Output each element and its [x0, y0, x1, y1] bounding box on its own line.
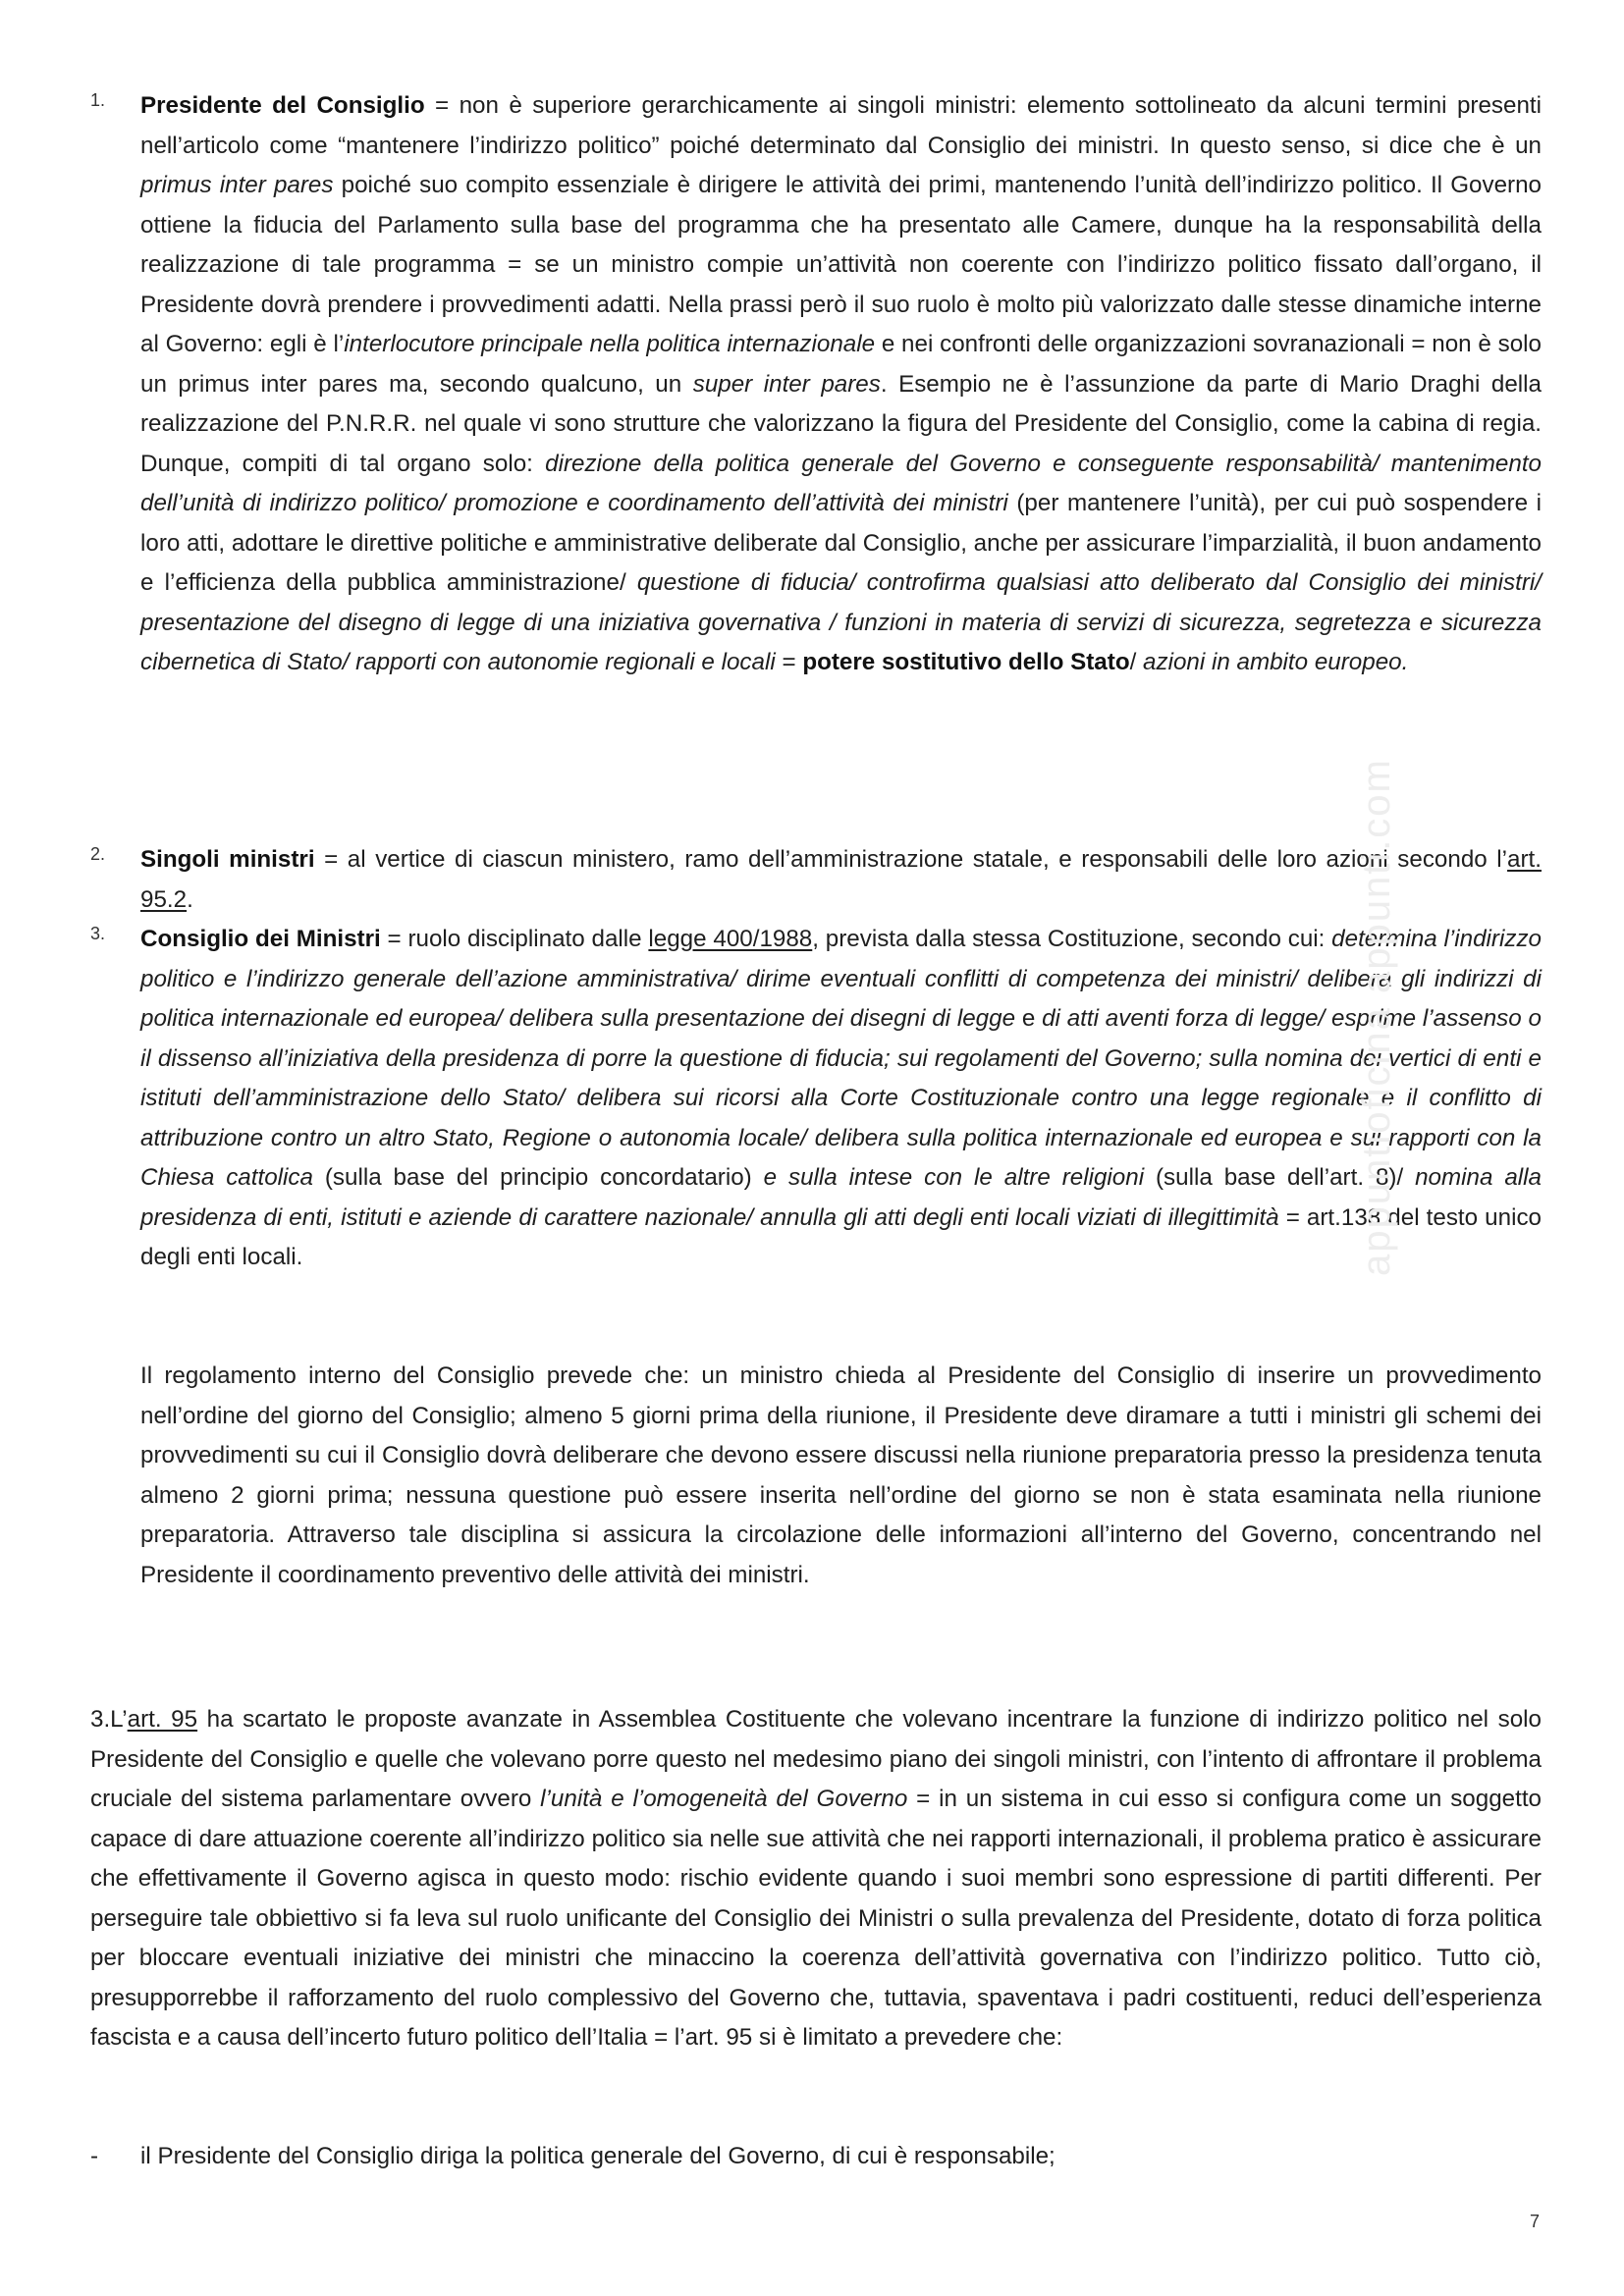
text-segment: = in un sistema in cui esso si configura come un soggetto capace di dare attuazione coerente all’indirizzo politico sia nelle sue attività che nei rapporti internazionali, il problema pratico è assicurare che effettivamente il Governo agisca in questo modo: rischio evidente quando i suoi membri sono espressione di partiti differenti. Per perseguire tale obbiettivo si fa leva sul ruolo unificante del Consiglio dei Ministri o sulla prevalenza del Presidente, dotato di forza politica per bloccare eventuali iniziative dei ministri che minaccino la coerenza dell’attività governativa con l’indirizzo politico. Tutto ciò, presupporrebbe il rafforzamento del ruolo complessivo del Governo che, tuttavia, spaventava i padri costituenti, reduci dell’esperienza fascista e a causa dell’incerto futuro politico dell’Italia = l’art. 95 si è limitato a prevedere che: [90, 1786, 1542, 2051]
text-segment: Singoli ministri [140, 846, 315, 873]
text-segment: / [1129, 649, 1144, 675]
text-segment: legge 400/1988 [648, 926, 813, 952]
text-segment: ha scartato le proposte avanzate in Assemblea Costituente che volevano incentrare la funzione di indirizzo politico nel solo Presidente del Consiglio e quelle che volevano porre questo nel medesimo piano dei singoli ministri, con l’intento di affrontare il problema cruciale del sistema parlamentare ovvero [90, 1706, 1542, 1812]
page-number: 7 [1530, 2212, 1541, 2231]
text-segment: e nei confronti delle organizzazioni sovranazionali = non è solo un primus inter pares ma, secondo qualcuno, un [140, 331, 1542, 398]
text-segment: questione di fiducia/ controfirma qualsiasi atto deliberato dal Consiglio dei ministri/ presentazione del disegno di legge di una iniziativa governativa / funzioni in materia di servizi di sicurezza, segretezza e sicurezza cibernetica di Stato/ rapporti con autonomie regionali e locali [140, 569, 1542, 675]
list-item-presidente [90, 86, 1542, 683]
watermark: appuntioficina appunti.com [1355, 758, 1398, 1276]
text-segment: . Esempio ne è l’assunzione da parte di Mario Draghi della realizzazione del P.N.R.R. nel quale vi sono strutture che valorizzano la figura del Presidente del Consiglio, come la cabina di regia. Dunque, compiti di tal organo solo: [140, 370, 1542, 477]
consiglio-regolamento-paragraph: Il regolamento interno del Consiglio prevede che: un ministro chieda al Presidente del Consiglio di inserire un provvedimento nell’ordine del giorno del Consiglio; almeno 5 giorni prima della riunione, il Presidente deve diramare a tutti i ministri gli schemi dei provvedimenti su cui il Consiglio dovrà deliberare che devono essere discussi nella riunione preparatoria presso la presidenza tenuta almeno 2 giorni prima; nessuna questione può essere inserita nell’ordine del giorno se non è stata esaminata nella riunione preparatoria. Attraverso tale disciplina si assicura la circolazione delle informazioni all’interno del Governo, concentrando nel Presidente il coordinamento preventivo delle attività dei ministri. [140, 1362, 1542, 1588]
text-segment: . [187, 885, 193, 913]
text-segment: poiché suo compito essenziale è dirigere le attività dei primi, mantenendo l’unità dell’indirizzo politico. Il Governo ottiene la fiducia del Parlamento sulla base del programma che ha presentato alle Camere, dunque ha la responsabilità della realizzazione di tale programma = se un ministro compie un’attività non coerente con l’indirizzo politico fissato dall’organo, il Presidente dovrà prendere i provvedimenti adatti. Nella prassi però il suo ruolo è molto più valorizzato dalle stesse dinamiche interne al Governo: egli è l’ [140, 172, 1542, 357]
text-segment: l’unità e l’omogeneità del Governo [540, 1786, 908, 1812]
text-segment: Consiglio dei Ministri [140, 926, 381, 952]
text-segment: di atti aventi forza di legge/ esprime l’assenso o il dissenso all’iniziativa della presidenza di porre la questione di fiducia; sui regolamenti del Governo; sulla nomina dei vertici di enti e istituti dell’amministrazione dello Stato/ delibera sui ricorsi alla Corte Costituzionale contro una legge regionale e il conflitto di attribuzione contro un altro Stato, Regione o autonomia locale/ delibera sulla politica internazionale ed europea e sui rapporti con la Chiesa cattolica [140, 1005, 1542, 1191]
text-segment: (sulla base dell’art. 8)/ [1144, 1164, 1416, 1191]
text-segment: e sulla intese con le altre religioni [763, 1164, 1145, 1191]
bullet-text: il Presidente del Consiglio diriga la politica generale del Governo, di cui è responsabile; [140, 2143, 1056, 2169]
text-segment: e [1015, 1005, 1043, 1032]
list-number: 3. [90, 924, 106, 943]
bullet-marker: - [90, 2143, 99, 2169]
list-item-ministri [90, 840, 1542, 920]
list-item-text [140, 86, 1542, 683]
text-segment: super inter pares [692, 370, 881, 398]
text-segment: = [775, 649, 803, 675]
list-number: 1. [90, 90, 106, 110]
list-item-text [140, 840, 1542, 920]
list-item-text [140, 920, 1542, 1278]
list-item-consiglio [90, 920, 1542, 1278]
text-segment: = art.138 del testo unico degli enti locali. [140, 1203, 1542, 1270]
text-segment: direzione della politica generale del Governo e conseguente responsabilità/ mantenimento dell’unità di indirizzo politico/ promozione e coordinamento dell’attività dei ministri [140, 450, 1542, 516]
text-segment: art. 95.2 [140, 846, 1542, 913]
text-segment: azioni in ambito europeo. [1143, 649, 1409, 675]
text-segment: potere sostitutivo dello Stato [802, 649, 1130, 675]
text-segment: = al vertice di ciascun ministero, ramo dell’amministrazione statale, e responsabili delle loro azioni secondo l’ [314, 846, 1508, 873]
text-segment: determina l’indirizzo politico e l’indirizzo generale dell’azione amministrativa/ dirime eventuali conflitti di competenza dei ministri/ delibera gli indirizzi di politica internazionale ed europea/ delibera sulla presentazione dei disegni di legge [140, 926, 1542, 1032]
text-segment: = ruolo disciplinato dalle [380, 926, 649, 952]
text-segment: 3.L’ [90, 1706, 128, 1733]
text-segment: (sulla base del principio concordatario) [312, 1164, 764, 1191]
text-segment: , prevista dalla stessa Costituzione, secondo cui: [812, 926, 1332, 952]
text-segment: = non è superiore gerarchicamente ai singoli ministri: elemento sottolineato da alcuni termini presenti nell’articolo come “mantenere l’indirizzo politico” poiché determinato dal Consiglio dei ministri. In questo senso, si dice che è un [140, 92, 1542, 159]
text-segment: (per mantenere l’unità), per cui può sospendere i loro atti, adottare le direttive politiche e amministrative deliberate dal Consiglio, anche per assicurare l’imparzialità, il buon andamento e l’efficienza della pubblica amministrazione/ [140, 490, 1542, 596]
text-segment: Presidente del Consiglio [140, 92, 425, 119]
text-segment: primus inter pares [140, 172, 334, 198]
text-segment: interlocutore principale nella politica internazionale [344, 331, 876, 357]
text-segment: art. 95 [127, 1706, 198, 1733]
text-segment: nomina alla presidenza di enti, istituti e aziende di carattere nazionale/ annulla gli atti degli enti locali viziati di illegittimità [140, 1164, 1542, 1231]
art95-paragraph [90, 1700, 1542, 2058]
bullet-item [90, 2137, 1542, 2177]
list-number: 2. [90, 844, 106, 864]
